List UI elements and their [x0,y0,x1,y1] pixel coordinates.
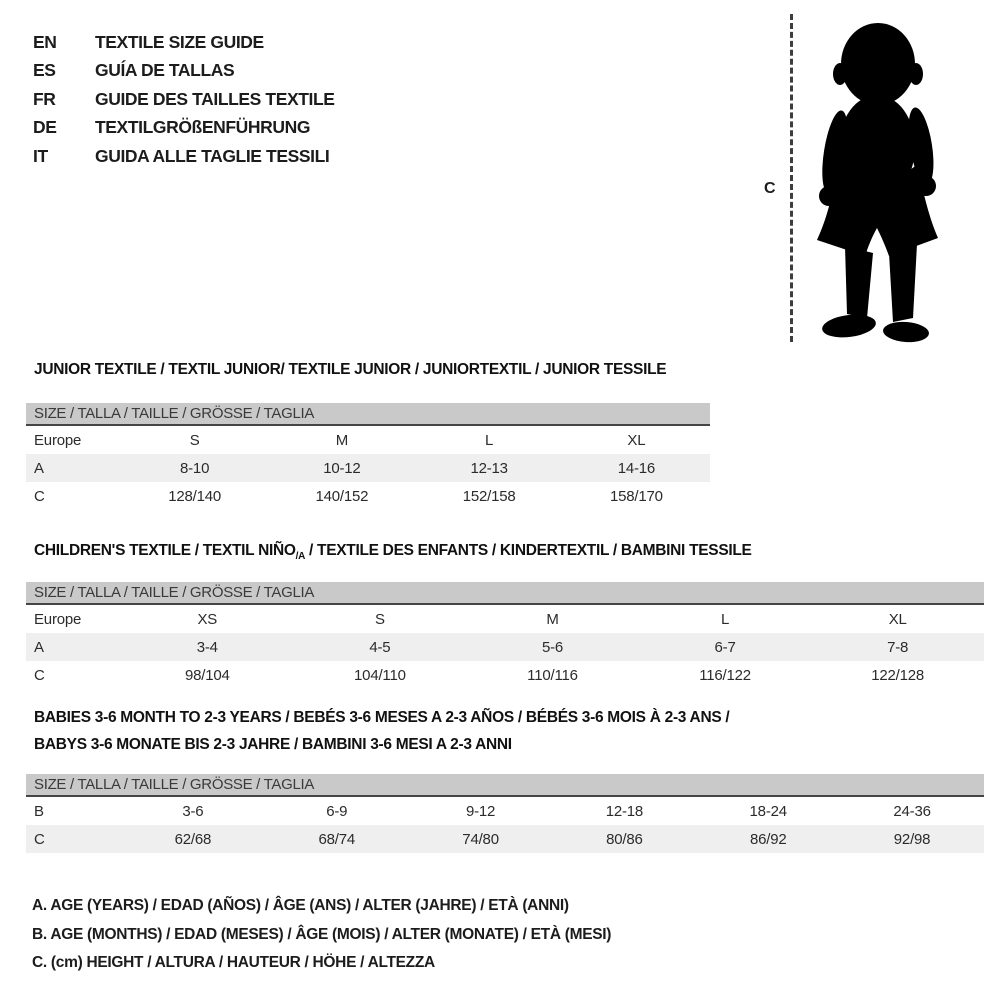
size-value: 12-13 [470,459,508,477]
title-text: /A [295,551,306,562]
legend [32,892,611,978]
baby-silhouette-icon [805,12,960,352]
size-table [26,774,984,853]
size-value: 80/86 [606,830,643,848]
table-row-europe [26,426,710,454]
size-section-1 [26,356,710,510]
title-text: / TEXTILE DES ENFANTS / KINDERTEXTIL / BAMBINI TESSILE [305,542,752,559]
language-code: DE [33,117,57,138]
size-value: 6-9 [326,802,348,820]
size-value: 98/104 [184,666,230,684]
size-value: 110/116 [527,666,578,684]
row-label: A [34,459,44,477]
table-row-europe [26,605,984,633]
row-label: C [34,830,45,848]
language-row-en [33,28,335,57]
size-value: 158/170 [609,487,663,505]
size-value: 128/140 [168,487,222,505]
size-value: 68/74 [318,830,356,848]
legend-line-b: B. AGE (MONTHS) / EDAD (MESES) / ÂGE (MOIS) / ALTER (MONATE) / ETÀ (MESI) [32,925,612,943]
language-row-fr [33,85,335,114]
table-row-a [26,454,710,482]
title-text: JUNIOR TEXTILE / TEXTIL JUNIOR/ TEXTILE JUNIOR / JUNIORTEXTIL / JUNIOR TESSILE [34,361,667,378]
row-label: Europe [34,610,82,628]
size-value: XS [197,610,218,628]
size-value: 3-4 [196,638,218,656]
size-table [26,582,984,689]
table-row-c [26,482,710,510]
size-value: 3-6 [182,802,204,820]
size-value: 4-5 [369,638,391,656]
legend-line-c: C. (cm) HEIGHT / ALTURA / HAUTEUR / HÖHE / ALTEZZA [32,954,435,971]
table-row-a [26,633,984,661]
language-code: ES [33,60,56,81]
size-value: 8-10 [180,459,210,477]
guide-title: GUIDE DES TAILLES TEXTILE [95,88,335,109]
size-value: L [721,610,730,628]
size-table-header: SIZE / TALLA / TAILLE / GRÖSSE / TAGLIA [26,403,710,426]
language-row-es [33,57,335,86]
size-value: 62/68 [174,830,212,848]
size-value: 104/110 [354,666,406,684]
guide-title: GUÍA DE TALLAS [95,60,235,81]
section-title-line [34,356,710,383]
size-value: 9-12 [465,802,496,820]
table-row-b [26,797,984,825]
size-value: 5-6 [541,638,564,656]
size-value: S [374,610,385,628]
section-title-line [34,537,984,570]
size-value: 86/92 [749,830,787,848]
guide-title: TEXTILE SIZE GUIDE [95,31,264,52]
title-text: BABIES 3-6 MONTH TO 2-3 YEARS / BEBÉS 3-6 MESES A 2-3 AÑOS / BÉBÉS 3-6 MOIS À 2-3 ANS / [34,709,730,726]
table-row-c [26,825,984,853]
size-value: L [485,431,494,449]
table-row-c [26,661,984,689]
language-title-list [33,28,335,171]
size-value: 92/98 [893,830,931,848]
language-code: IT [33,145,48,166]
guide-title: TEXTILGRÖßENFÜHRUNG [95,117,311,138]
section-title-line [34,704,984,731]
size-value: 10-12 [323,459,361,477]
size-value: 12-18 [605,802,644,820]
height-measure-label: C [764,180,776,197]
size-table-header: SIZE / TALLA / TAILLE / GRÖSSE / TAGLIA [26,774,984,797]
row-label: B [34,802,44,820]
size-value: 122/128 [871,666,925,684]
size-value: 116/122 [699,666,751,684]
size-table-header: SIZE / TALLA / TAILLE / GRÖSSE / TAGLIA [26,582,984,605]
section-title [34,356,710,383]
height-measure-dashed-line [790,14,793,342]
language-code: EN [33,31,57,52]
size-value: XL [627,431,646,449]
size-table [26,403,710,510]
row-label: C [34,666,45,684]
language-row-de [33,114,335,143]
title-text: CHILDREN'S TEXTILE / TEXTIL NIÑO [34,542,296,559]
size-value: 6-7 [714,638,736,656]
section-title-line [34,731,984,758]
language-code: FR [33,88,56,109]
size-value: 140/152 [315,487,369,505]
size-section-3 [26,704,984,853]
size-value: 7-8 [887,638,909,656]
row-label: Europe [34,431,82,449]
size-value: 14-16 [617,459,656,477]
size-section-2 [26,537,984,689]
section-title [34,537,984,570]
guide-title: GUIDA ALLE TAGLIE TESSILI [95,145,330,166]
legend-line-a: A. AGE (YEARS) / EDAD (AÑOS) / ÂGE (ANS) / ALTER (JAHRE) / ETÀ (ANNI) [32,897,569,914]
section-title [34,704,984,758]
size-value: 18-24 [749,802,787,820]
language-row-it [33,142,335,171]
row-label: C [34,487,45,505]
size-value: 152/158 [462,487,516,505]
title-text: BABYS 3-6 MONATE BIS 2-3 JAHRE / BAMBINI 3-6 MESI A 2-3 ANNI [34,736,512,753]
size-value: S [189,431,200,449]
size-value: M [335,431,349,449]
size-value: 24-36 [893,802,931,820]
size-value: 74/80 [462,830,499,848]
size-value: XL [888,610,907,628]
row-label: A [34,638,44,656]
size-value: M [546,610,559,628]
